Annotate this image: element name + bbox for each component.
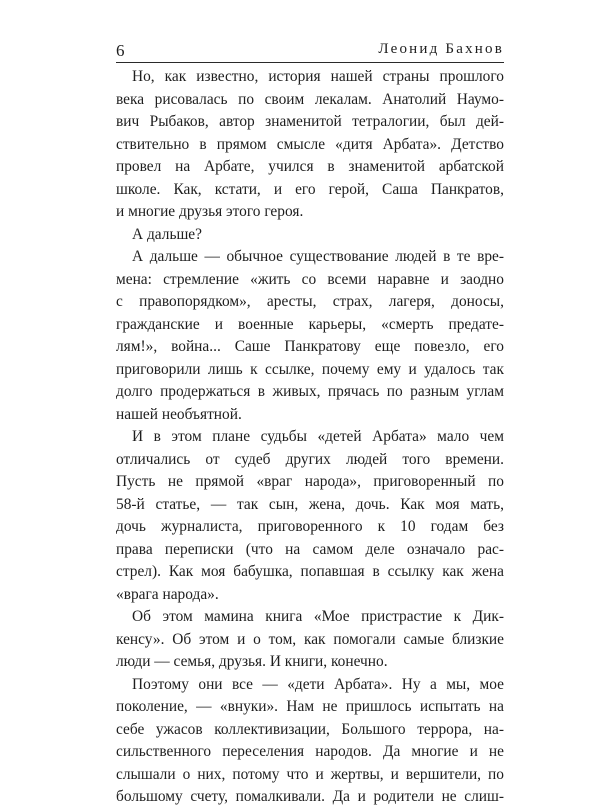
text-line: вич Рыбаков, автор знаменитой тетралогии, был дей- [116, 113, 504, 130]
page-number: 6 [116, 41, 125, 60]
text-line: дочь журналиста, приговоренного к 10 годам без [116, 518, 504, 535]
text-line: себе ужасов коллективизации, Большого террора, на- [116, 720, 504, 738]
paragraph [116, 224, 504, 247]
text-line: века рисовалась по своим лекалам. Анатолий Наумо- [116, 90, 504, 108]
text-line: права переписки (что на самом деле означало рас- [116, 540, 504, 558]
paragraph [116, 426, 504, 606]
text-line: с правопорядком», аресты, страх, лагеря, доносы, [116, 293, 504, 310]
text-line: 58-й статье, — так сын, жена, дочь. Как моя мать, [116, 495, 504, 513]
body-text [116, 66, 504, 809]
text-line: провел на Арбате, учился в знаменитой арбатской [116, 158, 504, 175]
text-line: Поэтому они все — «дети Арбата». Ну а мы, мое [132, 675, 504, 693]
page-header [116, 38, 504, 64]
text-line: приговорили лишь к ссылке, почему ему и удалось так [116, 360, 504, 378]
text-line: и многие друзья этого героя. [116, 203, 304, 220]
text-line: поколение, — «внуки». Нам не пришлось испытать на [116, 698, 504, 715]
text-line: слышали о них, потому что и жертвы, и вершители, по [116, 765, 504, 783]
text-line: А дальше — обычное существование людей в те вре- [132, 248, 504, 265]
text-line: лям!», война... Саше Панкратову еще повезло, его [116, 338, 504, 355]
paragraph [116, 606, 504, 674]
text-line: стрел). Как моя бабушка, попавшая в ссылку как жена [116, 563, 504, 580]
text-line: сильственного переселения народов. Да многие и не [116, 743, 504, 760]
paragraph [116, 66, 504, 224]
paragraph [116, 246, 504, 426]
text-line: А дальше? [132, 225, 202, 243]
text-line: И в этом плане судьбы «детей Арбата» мало чем [132, 428, 504, 445]
text-line: «врага народа». [116, 585, 219, 603]
text-line: ствительно в прямом смысле «дитя Арбата». Детство [116, 135, 504, 153]
text-line: люди — семья, друзья. И книги, конечно. [116, 653, 388, 670]
text-line: отличались от судеб других людей того времени. [116, 450, 504, 468]
header-rule [116, 62, 504, 63]
paragraph [116, 674, 504, 809]
text-line: долго продержаться в живых, прячась по разным углам [116, 383, 504, 400]
text-line: школе. Как, кстати, и его герой, Саша Панкратов, [116, 180, 504, 198]
running-head-author: Леонид Бахнов [378, 41, 504, 57]
text-line: кенсу». Об этом и о том, как помогали самые близкие [116, 630, 504, 648]
text-line: Пусть не прямой «враг народа», приговоренный по [116, 473, 504, 490]
text-line: Но, как известно, история нашей страны прошлого [132, 68, 504, 85]
text-line: нашей необъятной. [116, 405, 242, 423]
text-line: большому счету, помалкивали. Да и родители не слиш- [116, 788, 504, 805]
text-line: Об этом мамина книга «Мое пристрастие к Дик- [132, 608, 504, 625]
text-line: гражданские и военные карьеры, «смерть предате- [116, 315, 504, 333]
text-line: мена: стремление «жить со всеми наравне и заодно [116, 270, 504, 288]
